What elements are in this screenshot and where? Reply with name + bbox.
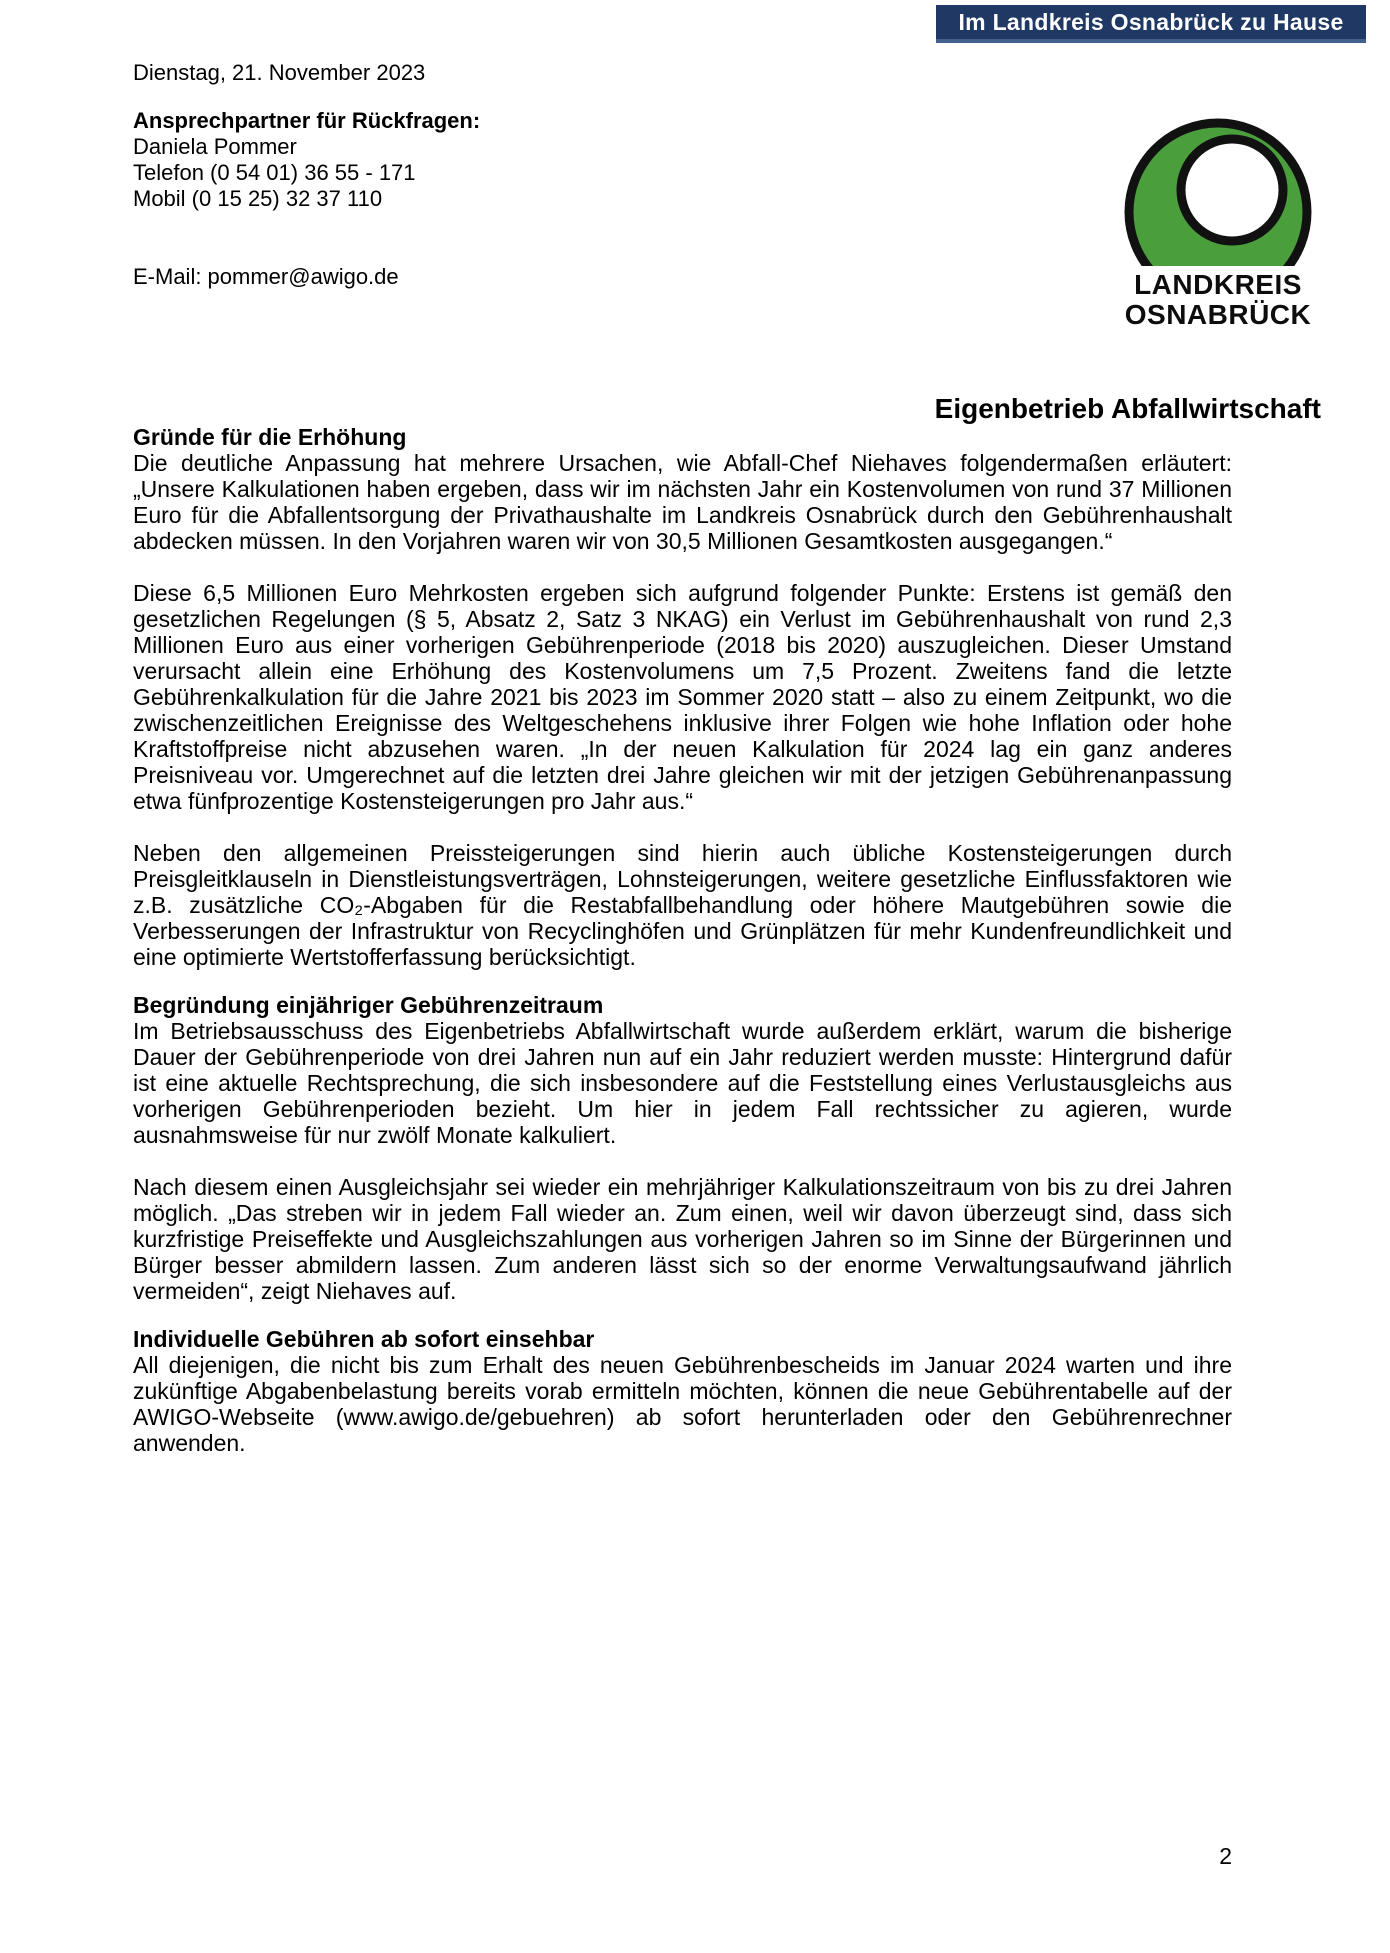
document-body xyxy=(133,424,1232,1456)
contact-mobile: Mobil (0 15 25) 32 37 110 xyxy=(133,186,383,211)
section-begruendung xyxy=(133,970,1232,1304)
logo-wordmark xyxy=(1118,270,1318,330)
paragraph: Nach diesem einen Ausgleichsjahr sei wieder ein mehrjähriger Kalkulationszeitraum von bis zu drei Jahren möglich. „Das streben wir in jedem Fall wieder an. Zum einen, weil wir davon überzeugt sind, dass sich kurzfristige Preiseffekte und Ausgleichszahlungen aus vorherigen Jahren so im Sinne der Bürgerinnen und Bürger besser abmildern lassen. Zum anderen lässt sich so der enorme Verwaltungsaufwand jährlich vermeiden“, zeigt Niehaves auf. xyxy=(133,1174,1232,1304)
paragraph: Diese 6,5 Millionen Euro Mehrkosten ergeben sich aufgrund folgender Punkte: Erstens ist gemäß den gesetzlichen Regelungen (§ 5, Absatz 2, Satz 3 NKAG) ein Verlust im Gebührenhaushalt von rund 2,3 Millionen Euro aus einer vorherigen Gebührenperiode (2018 bis 2020) auszugleichen. Dieser Umstand verursacht allein eine Erhöhung des Kostenvolumens um 7,5 Prozent. Zweitens fand die letzte Gebührenkalkulation für die Jahre 2021 bis 2023 im Sommer 2020 statt – also zu einem Zeitpunkt, wo die zwischenzeitlichen Ereignisse des Weltgeschehens inklusive ihrer Folgen wie hohe Inflation oder hohe Kraftstoffpreise nicht abzusehen waren. „In der neuen Kalkulation für 2024 lag ein ganz anderes Preisniveau vor. Umgerechnet auf die letzten drei Jahre gleichen wir mit der jetzigen Gebührenanpassung etwa fünfprozentige Kostensteigerungen pro Jahr aus.“ xyxy=(133,580,1232,814)
document-date: Dienstag, 21. November 2023 xyxy=(133,60,426,85)
department-heading: Eigenbetrieb Abfallwirtschaft xyxy=(934,393,1321,424)
logo-text-line2: OSNABRÜCK xyxy=(1124,299,1312,330)
section-individuelle-gebuehren xyxy=(133,1304,1232,1456)
contact-phone: Telefon (0 54 01) 36 55 - 171 xyxy=(133,160,416,185)
contact-heading: Ansprechpartner für Rückfragen: xyxy=(133,108,481,133)
section-gruende xyxy=(133,424,1232,970)
paragraph: All diejenigen, die nicht bis zum Erhalt des neuen Gebührenbescheids im Januar 2024 warten und ihre zukünftige Abgabenbelastung bereits vorab ermitteln möchten, können die neue Gebührentabelle auf der AWIGO-Webseite (www.awigo.de/gebuehren) ab sofort herunterladen oder den Gebührenrechner anwenden. xyxy=(133,1352,1232,1456)
logo-ring-icon xyxy=(1120,116,1316,266)
contact-email: E-Mail: pommer@awigo.de xyxy=(133,264,399,289)
landkreis-osnabrueck-logo xyxy=(1118,116,1318,330)
section-heading: Gründe für die Erhöhung xyxy=(133,424,407,450)
banner xyxy=(936,5,1366,43)
header-contact-block xyxy=(133,60,693,290)
page-number: 2 xyxy=(1219,1843,1232,1869)
paragraph: Im Betriebsausschuss des Eigenbetriebs Abfallwirtschaft wurde außerdem erklärt, warum die bisherige Dauer der Gebührenperiode von drei Jahren nun auf ein Jahr reduziert werden musste: Hintergrund dafür ist eine aktuelle Rechtsprechung, die sich insbesondere auf die Feststellung eines Verlustausgleichs aus vorherigen Gebührenperioden bezieht. Um hier in jedem Fall rechtssicher zu agieren, wurde ausnahmsweise für nur zwölf Monate kalkuliert. xyxy=(133,1018,1232,1148)
paragraph: Die deutliche Anpassung hat mehrere Ursachen, wie Abfall-Chef Niehaves folgendermaßen erläutert: „Unsere Kalkulationen haben ergeben, dass wir im nächsten Jahr ein Kostenvolumen von rund 37 Millionen Euro für die Abfallentsorgung der Privathaushalte im Landkreis Osnabrück durch den Gebührenhaushalt abdecken müssen. In den Vorjahren waren wir von 30,5 Millionen Gesamtkosten ausgegangen.“ xyxy=(133,450,1232,554)
paragraph: Neben den allgemeinen Preissteigerungen sind hierin auch übliche Kostensteigerungen durch Preisgleitklauseln in Dienstleistungsverträgen, Lohnsteigerungen, weitere gesetzliche Einflussfaktoren wie z.B. zusätzliche CO₂-Abgaben für die Restabfallbehandlung oder höhere Mautgebühren sowie die Verbesserungen der Infrastruktur von Recyclinghöfen und Grünplätzen für mehr Kundenfreundlichkeit und eine optimierte Wertstofferfassung berücksichtigt. xyxy=(133,840,1232,970)
section-heading: Individuelle Gebühren ab sofort einsehbar xyxy=(133,1326,595,1352)
section-heading: Begründung einjähriger Gebührenzeitraum xyxy=(133,992,604,1018)
logo-text-line1: LANDKREIS xyxy=(1134,269,1302,300)
contact-name: Daniela Pommer xyxy=(133,134,297,159)
banner-text: Im Landkreis Osnabrück zu Hause xyxy=(958,8,1344,35)
